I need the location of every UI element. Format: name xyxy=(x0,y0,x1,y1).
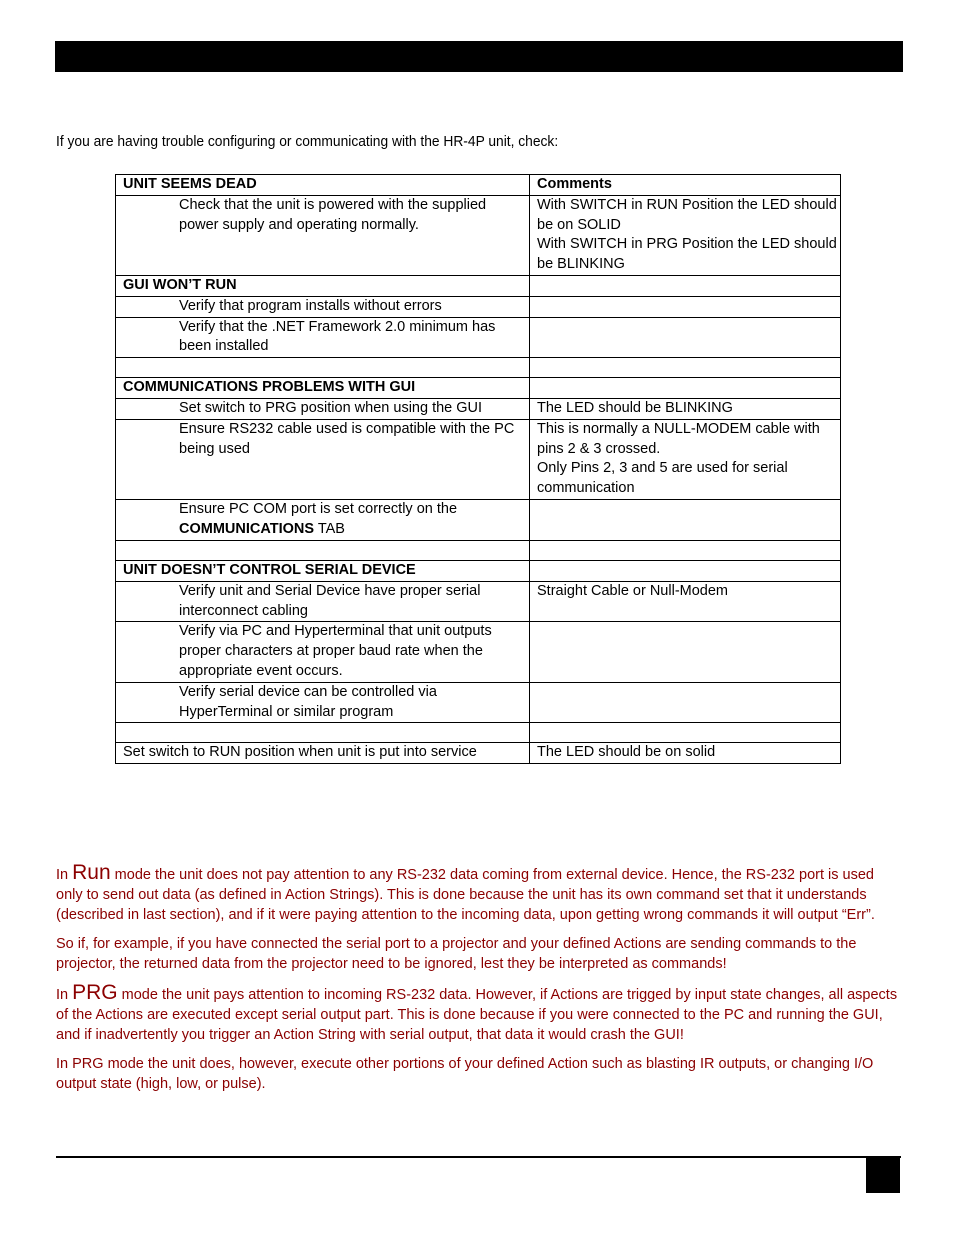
run-mode-paragraph: In Run mode the unit does not pay attention to any RS-232 data coming from external device. Hence, the RS-232 port is used only to send out data (as defined in Action Strings). This is done because the unit has its own command set that it understands (described in last section), and if it were paying attention to the incoming data, upon getting wrong commands it will output “Err”. xyxy=(56,861,875,923)
section-heading: UNIT SEEMS DEAD xyxy=(116,175,530,196)
comment-text: The LED should be on solid xyxy=(530,743,841,764)
final-step: Set switch to RUN position when unit is put into service xyxy=(116,743,530,764)
table-row xyxy=(116,398,841,419)
page-number-box xyxy=(866,1157,900,1193)
check-item: Check that the unit is powered with the supplied power supply and operating normally. xyxy=(179,196,487,233)
prg-mode-paragraph: In PRG mode the unit pays attention to incoming RS-232 data. However, if Actions are trigged by input state changes, all aspects of the Actions are executed except serial output part. This is done because if you were connected to the PC and running the GUI, and if inadvertently you trigger an Action String with serial output, that data it would crash the GUI! xyxy=(56,981,898,1043)
table-row xyxy=(116,296,841,317)
comments-header: Comments xyxy=(530,175,841,196)
section-heading: COMMUNICATIONS PROBLEMS WITH GUI xyxy=(116,378,530,399)
check-item: Set switch to PRG position when using the GUI xyxy=(179,399,483,416)
table-row xyxy=(116,175,841,196)
table-row xyxy=(116,581,841,622)
check-item: Ensure PC COM port is set correctly on the COMMUNICATIONS TAB xyxy=(179,500,458,537)
check-item: Verify via PC and Hyperterminal that unit outputs proper characters at proper baud rate when the appropriate event occurs. xyxy=(179,623,492,679)
prg-mode-label: PRG xyxy=(72,981,118,1004)
intro-text: If you are having trouble configuring or communicating with the HR-4P unit, check: xyxy=(56,133,559,150)
header-bar xyxy=(55,41,903,72)
table-row xyxy=(116,358,841,378)
table-row xyxy=(116,622,841,682)
comment-text: With SWITCH in RUN Position the LED should be on SOLID xyxy=(537,196,837,233)
check-item: Ensure RS232 cable used is compatible with the PC being used xyxy=(179,420,515,457)
check-item: Verify serial device can be controlled via HyperTerminal or similar program xyxy=(179,683,437,720)
run-mode-label: Run xyxy=(72,861,111,884)
communications-tab-ref: COMMUNICATIONS xyxy=(179,520,315,537)
comment-text: With SWITCH in PRG Position the LED should be BLINKING xyxy=(537,236,837,273)
comment-text: This is normally a NULL-MODEM cable with pins 2 & 3 crossed. xyxy=(537,420,820,457)
footer-rule xyxy=(56,1156,901,1158)
table-row xyxy=(116,499,841,540)
section-heading: UNIT DOESN’T CONTROL SERIAL DEVICE xyxy=(116,560,530,581)
table-row xyxy=(116,723,841,743)
check-item: Verify that the .NET Framework 2.0 minimum has been installed xyxy=(179,318,496,355)
projector-paragraph: So if, for example, if you have connected the serial port to a projector and your defined Actions are sending commands to the projector, the returned data from the projector need to be ignored, lest they be interpreted as commands! xyxy=(56,936,857,972)
table-row xyxy=(116,682,841,723)
table-row xyxy=(116,378,841,399)
table-row xyxy=(116,195,841,275)
table-row xyxy=(116,275,841,296)
mode-notes xyxy=(56,863,901,1103)
comment-text: The LED should be BLINKING xyxy=(530,398,841,419)
table-row xyxy=(116,743,841,764)
comment-text: Straight Cable or Null-Modem xyxy=(530,581,841,622)
table-row xyxy=(116,419,841,499)
table-row xyxy=(116,317,841,358)
comment-text: Only Pins 2, 3 and 5 are used for serial communication xyxy=(537,460,788,497)
section-heading: GUI WON’T RUN xyxy=(116,275,530,296)
troubleshooting-table xyxy=(115,174,841,764)
check-item: Verify that program installs without errors xyxy=(179,297,442,314)
check-item: Verify unit and Serial Device have proper serial interconnect cabling xyxy=(179,582,481,619)
table-row xyxy=(116,560,841,581)
prg-actions-paragraph: In PRG mode the unit does, however, execute other portions of your defined Action such as blasting IR outputs, or changing I/O output state (high, low, or pulse). xyxy=(56,1056,874,1092)
table-row xyxy=(116,540,841,560)
